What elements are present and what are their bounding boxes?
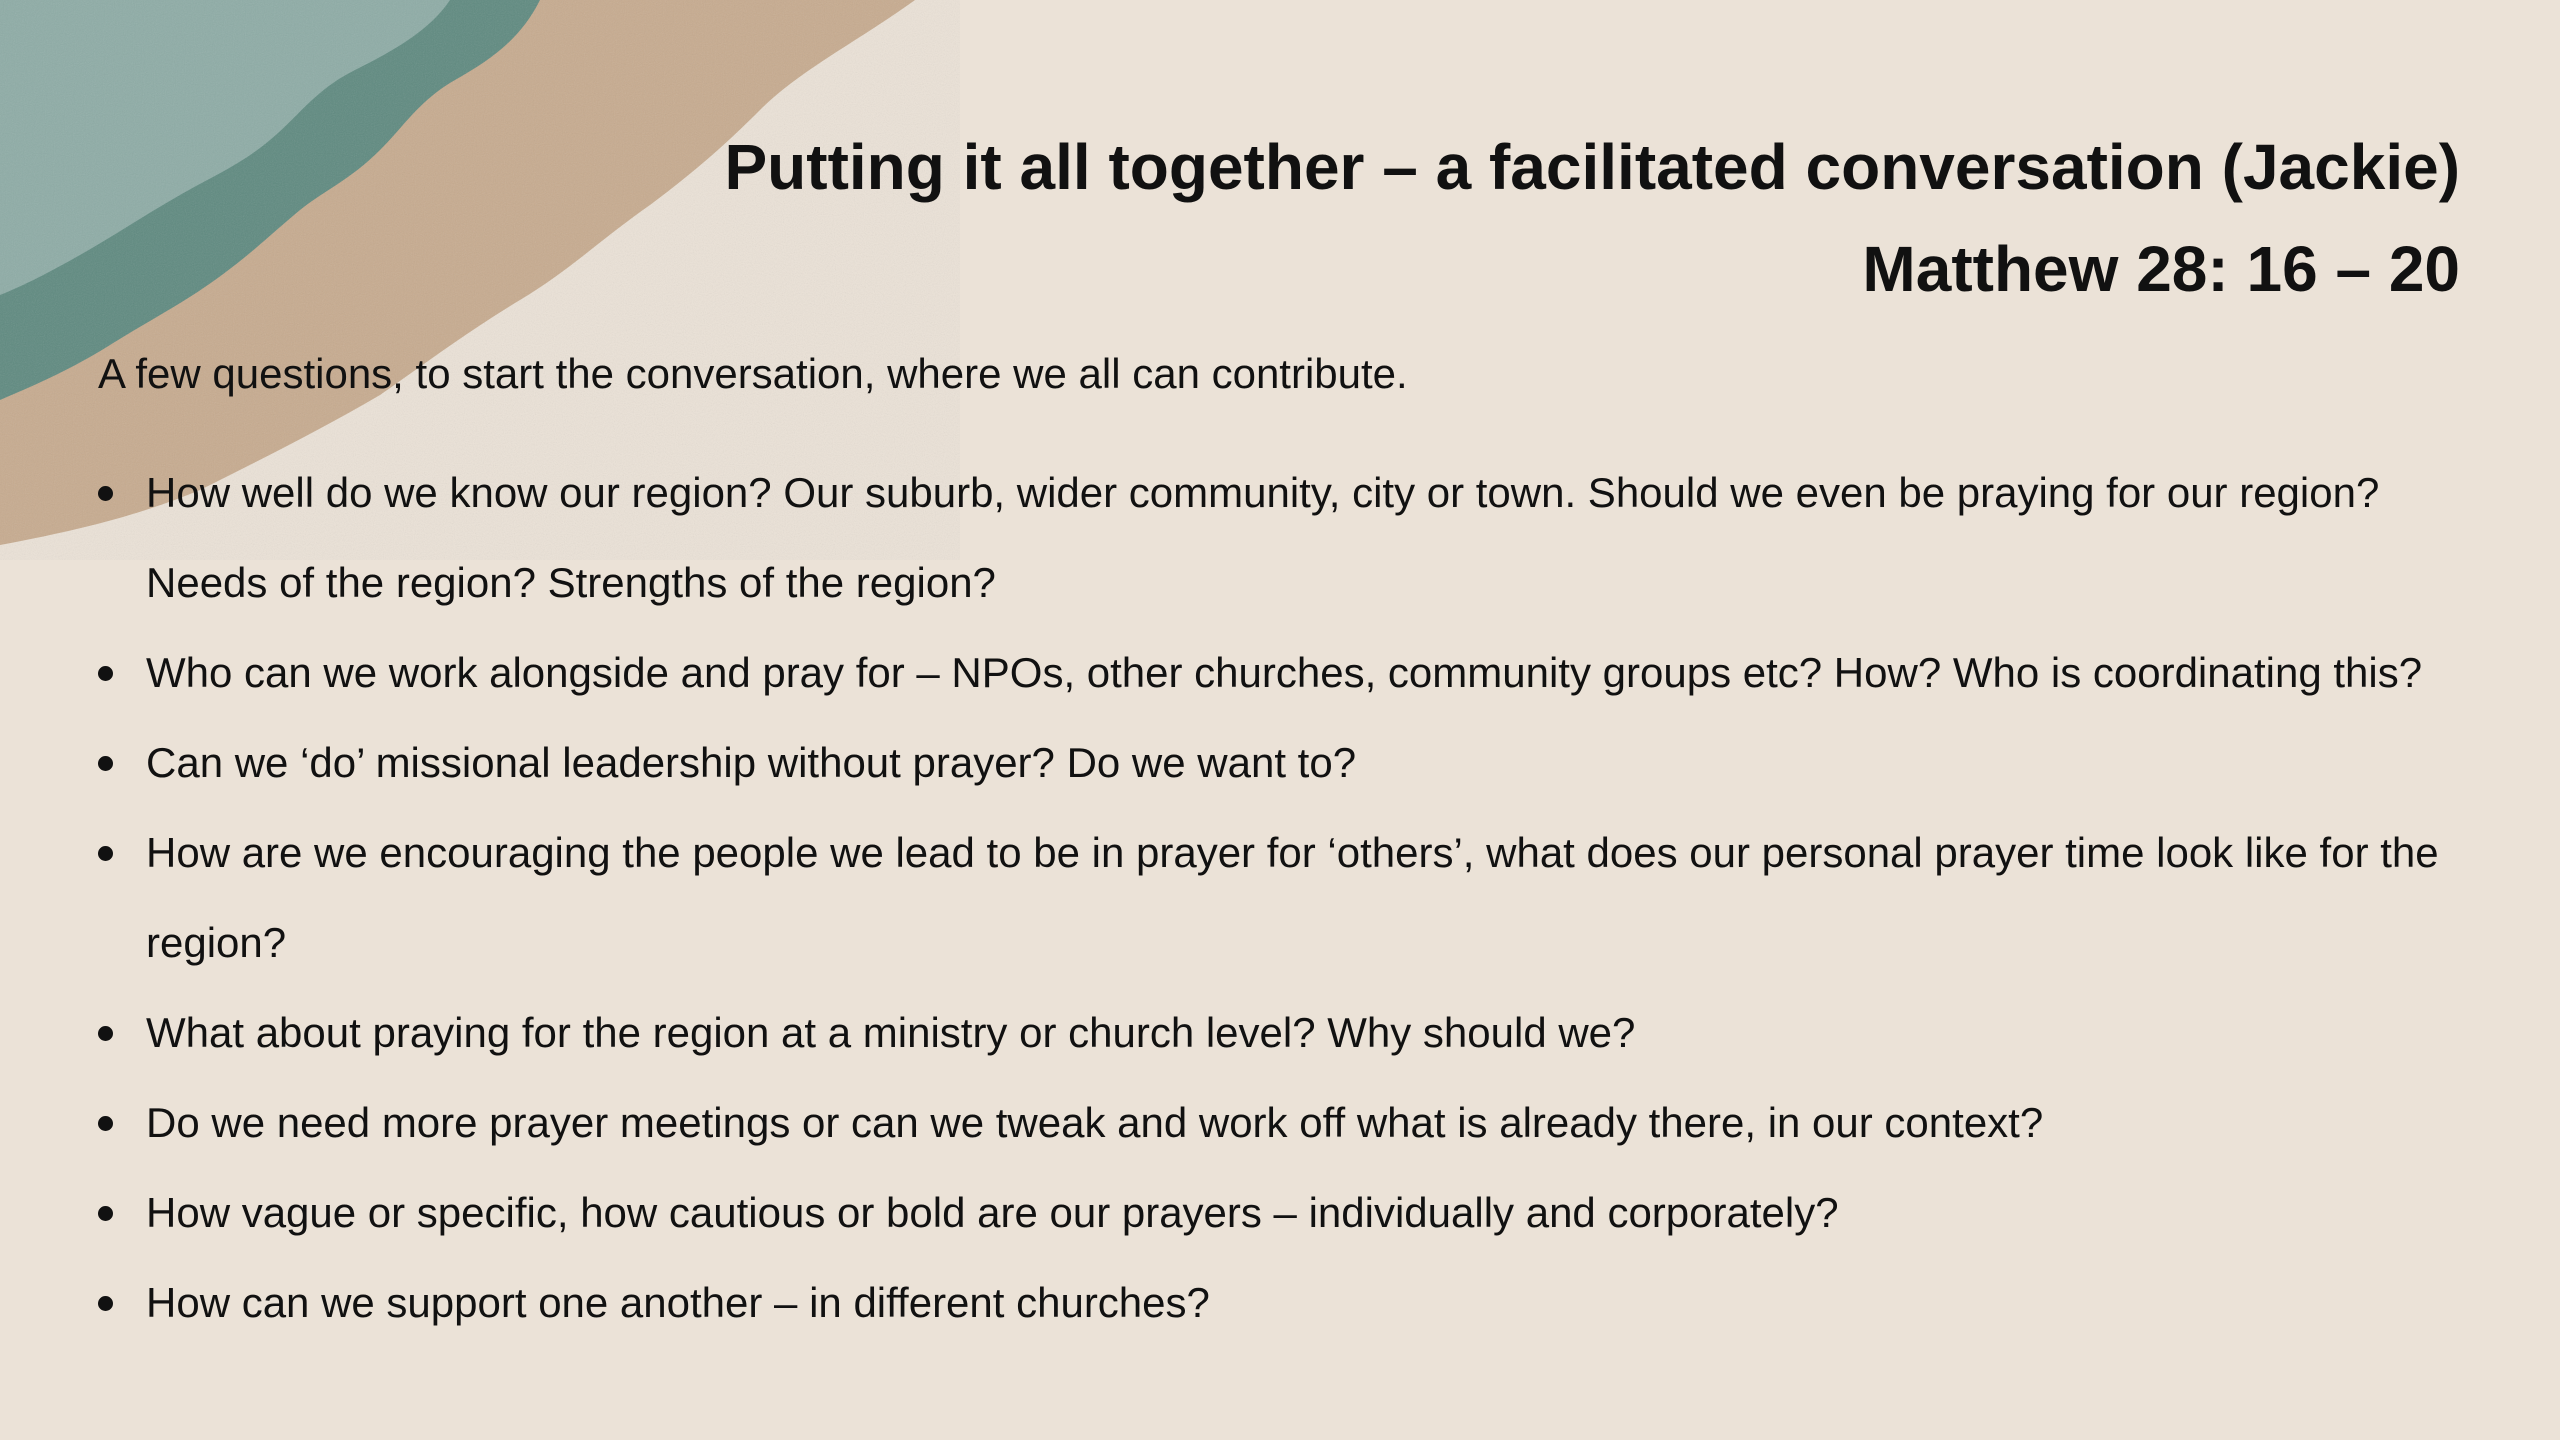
bullet-icon [98,666,113,681]
list-item [98,628,2468,718]
bullet-icon [98,1026,113,1041]
question-text: How vague or specific, how cautious or bold are our prayers – individually and corporately? [146,1189,1839,1236]
scripture-reference: Matthew 28: 16 – 20 [1862,233,2460,305]
question-text: Who can we work alongside and pray for – NPOs, other churches, community groups etc? How? Who is coordinating this? [146,649,2423,696]
bullet-icon [98,486,113,501]
list-item [98,1258,2468,1348]
list-item [98,808,2468,988]
question-text: How are we encouraging the people we lead to be in prayer for ‘others’, what does our personal prayer time look like for the region? [146,829,2439,966]
bullet-icon [98,1206,113,1221]
bullet-icon [98,1116,113,1131]
list-item [98,448,2468,628]
bullet-icon [98,756,113,771]
question-text: What about praying for the region at a ministry or church level? Why should we? [146,1009,1636,1056]
question-list [98,448,2468,1348]
list-item [98,988,2468,1078]
intro-text: A few questions, to start the conversation, where we all can contribute. [98,350,1408,397]
question-text: How can we support one another – in different churches? [146,1279,1210,1326]
list-item [98,1078,2468,1168]
list-item [98,1168,2468,1258]
bullet-icon [98,846,113,861]
list-item [98,718,2468,808]
question-text: How well do we know our region? Our suburb, wider community, city or town. Should we even be praying for our region? Needs of the region? Strengths of the region? [146,469,2380,606]
bullet-icon [98,1296,113,1311]
slide-title: Putting it all together – a facilitated conversation (Jackie) [724,131,2460,203]
question-text: Can we ‘do’ missional leadership without prayer? Do we want to? [146,739,1357,786]
question-text: Do we need more prayer meetings or can we tweak and work off what is already there, in our context? [146,1099,2044,1146]
